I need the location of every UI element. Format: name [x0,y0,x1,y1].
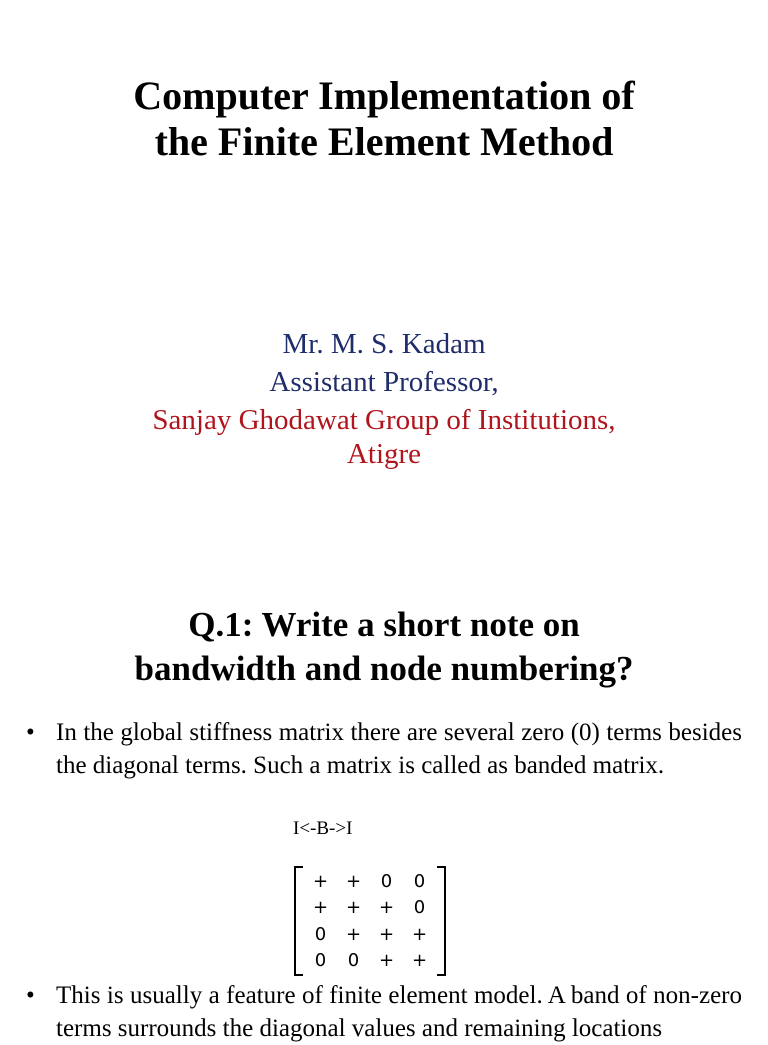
matrix-cell: + [312,897,329,919]
presentation-title [0,73,768,165]
author-name: Mr. M. S. Kadam [282,328,486,360]
question-title [0,603,768,691]
matrix-cell: + [345,870,362,892]
matrix-cell: + [378,950,395,972]
banded-matrix [294,866,446,974]
matrix-cell: + [411,950,428,972]
question-slide [0,560,768,1042]
matrix-cell: + [345,923,362,945]
bandwidth-label: I<-B->I [293,818,353,839]
matrix-cell: + [378,897,395,919]
question-title-line: Q.1: Write a short note on [188,605,580,644]
question-title-line: bandwidth and node numbering? [134,649,634,688]
author-block [0,325,768,469]
bullet-dot-icon: • [26,719,35,746]
matrix-cell: + [312,870,329,892]
author-place: Atigre [346,438,422,470]
title-line: the Finite Element Method [154,119,614,164]
bullet-dot-icon: • [26,982,35,1009]
matrix-grid [304,868,436,974]
matrix-cell: 0 [314,923,327,945]
author-institution: Sanjay Ghodawat Group of Institutions, [152,404,616,436]
bullet-text: This is usually a feature of finite element model. A band of non-zero terms surrounds the diagonal values and remaining locations [56,982,742,1042]
matrix-cell: 0 [314,950,327,972]
matrix-cell: 0 [347,950,360,972]
bullet-item [26,979,742,1045]
matrix-cell: + [411,923,428,945]
bullet-text: In the global stiffness matrix there are several zero (0) terms besides the diagonal terms. Such a matrix is called as banded matrix. [56,719,742,779]
matrix-cell: 0 [413,897,426,919]
matrix-cell: 0 [413,870,426,892]
title-line: Computer Implementation of [133,73,635,118]
matrix-cell: + [345,897,362,919]
matrix-right-bracket [437,866,446,976]
bullet-item [26,716,742,782]
author-designation: Assistant Professor, [269,366,499,398]
matrix-cell: + [378,923,395,945]
matrix-left-bracket [294,866,303,976]
matrix-cell: 0 [380,870,393,892]
